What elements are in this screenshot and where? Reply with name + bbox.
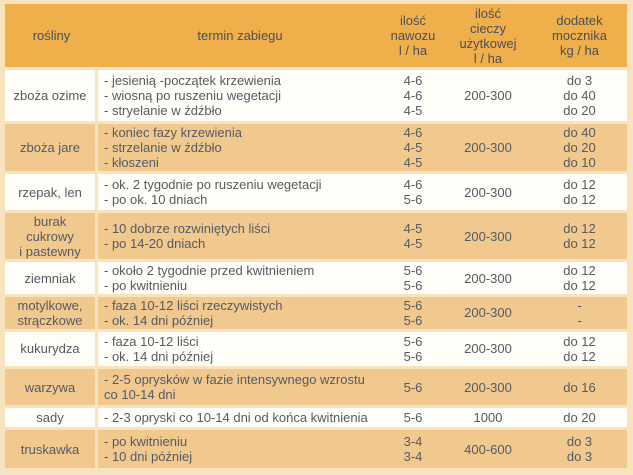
urea-cell-line: do 12 xyxy=(563,192,596,208)
liquid-cell-line: 200-300 xyxy=(464,379,512,395)
dose-cell-line: 5-6 xyxy=(403,192,423,208)
header-term: termin zabiegu xyxy=(98,4,382,70)
urea-cell xyxy=(532,213,627,262)
header-plants: rośliny xyxy=(5,4,98,70)
urea-cell-line: do 40 xyxy=(563,87,596,103)
liquid-cell-line: 200-300 xyxy=(464,270,512,286)
term-cell-line: - jesienią -początek krzewienia xyxy=(104,72,282,88)
term-cell xyxy=(98,430,382,471)
dose-cell xyxy=(382,408,444,430)
dose-cell-line: 4-5 xyxy=(403,154,423,170)
term-cell-line: - 10 dni później xyxy=(104,449,193,465)
dose-cell xyxy=(382,297,444,332)
urea-cell-line: do 12 xyxy=(563,263,596,279)
urea-cell xyxy=(532,369,627,408)
plant-cell-line: kukurydza xyxy=(20,341,80,357)
term-cell xyxy=(98,332,382,370)
plant-cell-line: truskawka xyxy=(20,441,80,457)
plant-cell-line: zboża jare xyxy=(20,139,80,155)
liquid-cell-line: 200-300 xyxy=(464,341,512,357)
liquid-cell xyxy=(444,174,532,214)
urea-cell-line: do 20 xyxy=(563,139,596,155)
term-cell xyxy=(98,369,382,408)
urea-cell-line: do 12 xyxy=(563,221,596,237)
plant-cell-line: rzepak, len xyxy=(18,184,82,200)
plant-cell-line: zboża ozime xyxy=(13,87,87,103)
urea-cell-line: do 12 xyxy=(563,278,596,294)
term-cell-line: - ok. 14 dni później xyxy=(104,312,214,328)
dose-cell xyxy=(382,213,444,262)
dose-cell-line: 4-6 xyxy=(403,87,423,103)
plant-cell xyxy=(5,332,98,370)
header-liquid-line: l / ha xyxy=(473,50,503,66)
liquid-cell-line: 200-300 xyxy=(464,228,512,244)
liquid-cell-line: 400-600 xyxy=(464,441,512,457)
plant-cell-line: sady xyxy=(36,410,64,426)
dose-cell-line: 3-4 xyxy=(403,449,423,465)
header-dose-line: ilość xyxy=(399,13,426,28)
dose-cell-line: 4-6 xyxy=(403,177,423,193)
term-cell xyxy=(98,297,382,332)
term-cell-line: - po 14-20 dniach xyxy=(104,236,206,252)
urea-cell-line: do 16 xyxy=(563,379,596,395)
term-cell xyxy=(98,408,382,430)
dose-cell xyxy=(382,124,444,174)
table-row xyxy=(5,332,627,370)
dose-cell-line: 5-6 xyxy=(403,379,423,395)
dose-cell xyxy=(382,369,444,408)
liquid-cell-line: 200-300 xyxy=(464,305,512,321)
table-header-row xyxy=(5,4,627,70)
liquid-cell xyxy=(444,262,532,297)
dose-cell-line: 5-6 xyxy=(403,297,423,313)
plant-cell-line: motylkowe, xyxy=(17,297,83,313)
term-cell-line: - około 2 tygodnie przed kwitnieniem xyxy=(104,263,315,279)
liquid-cell-line: 1000 xyxy=(473,410,503,426)
urea-cell-line: do 20 xyxy=(563,410,596,426)
term-cell-line: - kłoszeni xyxy=(104,154,159,170)
dose-cell-line: 4-5 xyxy=(403,139,423,155)
liquid-cell xyxy=(444,124,532,174)
term-cell-line: - strzelanie w źdźbło xyxy=(104,139,222,155)
urea-cell xyxy=(532,430,627,471)
term-cell-line: co 10-14 dni xyxy=(104,387,176,402)
urea-cell-line: do 12 xyxy=(563,177,596,193)
header-dose-line: nawozu xyxy=(390,28,436,43)
plant-cell-line: i pastewny xyxy=(19,243,81,259)
dose-cell-line: 4-6 xyxy=(403,72,423,88)
dose-cell-line: 4-5 xyxy=(403,221,423,237)
term-cell-line: - 2-5 oprysków w fazie intensywnego wzrostu xyxy=(104,372,365,387)
plant-cell-line: burak cukrowy xyxy=(26,213,74,244)
plant-cell xyxy=(5,213,98,262)
urea-cell xyxy=(532,408,627,430)
urea-cell xyxy=(532,174,627,214)
liquid-cell xyxy=(444,332,532,370)
table-row xyxy=(5,430,627,471)
plant-cell-line: strączkowe xyxy=(17,312,83,328)
dose-cell-line: 5-6 xyxy=(403,278,423,294)
header-liquid-line: ilość xyxy=(474,5,501,21)
dose-cell xyxy=(382,174,444,214)
plant-cell xyxy=(5,369,98,408)
term-cell-line: - po ok. 10 dniach xyxy=(104,192,208,208)
term-cell-line: - faza 10-12 liści xyxy=(104,333,199,349)
term-cell-line: - po kwitnieniu xyxy=(104,278,188,294)
header-liquid xyxy=(444,4,532,70)
urea-cell-line: do 40 xyxy=(563,124,596,140)
term-cell-line: - ok. 14 dni później xyxy=(104,348,214,364)
header-urea-line: mocznika xyxy=(552,28,607,43)
liquid-cell-line: 200-300 xyxy=(464,139,512,155)
urea-cell xyxy=(532,70,627,124)
urea-cell-line: do 12 xyxy=(563,236,596,252)
term-cell-line: - faza 10-12 liści rzeczywistych xyxy=(104,297,283,313)
term-cell-line: - stryelanie w źdźbło xyxy=(104,102,222,118)
dose-cell-line: 5-6 xyxy=(403,410,423,426)
term-cell-line: - wiosną po ruszeniu wegetacji xyxy=(104,87,282,103)
table-row xyxy=(5,124,627,174)
urea-cell-line: do 3 xyxy=(566,449,593,465)
dose-cell-line: 4-5 xyxy=(403,236,423,252)
plant-cell xyxy=(5,297,98,332)
urea-cell-line: do 3 xyxy=(566,434,593,450)
urea-cell-line: do 10 xyxy=(563,154,596,170)
plant-cell-line: ziemniak xyxy=(24,270,76,286)
term-cell xyxy=(98,174,382,214)
liquid-cell xyxy=(444,213,532,262)
dose-cell-line: 4-6 xyxy=(403,124,423,140)
term-cell-line: - 10 dobrze rozwiniętych liści xyxy=(104,221,271,237)
plant-cell xyxy=(5,70,98,124)
table-row xyxy=(5,408,627,430)
header-dose xyxy=(382,4,444,70)
dose-cell-line: 5-6 xyxy=(403,333,423,349)
term-cell-line: - 2-3 opryski co 10-14 dni od końca kwitnienia xyxy=(104,410,368,426)
table-body xyxy=(5,70,627,471)
urea-cell-line: do 3 xyxy=(566,72,593,88)
header-urea xyxy=(532,4,627,70)
table-row xyxy=(5,213,627,262)
urea-cell xyxy=(532,332,627,370)
header-urea-line: dodatek xyxy=(556,13,603,28)
liquid-cell xyxy=(444,70,532,124)
header-liquid-line: cieczy xyxy=(469,20,507,36)
urea-cell-line: - xyxy=(577,297,582,313)
urea-cell-line: do 20 xyxy=(563,102,596,118)
term-cell xyxy=(98,124,382,174)
term-cell-line: - po kwitnieniu xyxy=(104,434,188,450)
plant-cell xyxy=(5,408,98,430)
header-liquid-line: użytkowej xyxy=(459,35,517,51)
term-cell xyxy=(98,262,382,297)
dose-cell xyxy=(382,332,444,370)
liquid-cell-line: 200-300 xyxy=(464,184,512,200)
urea-cell-line: - xyxy=(577,312,582,328)
urea-cell-line: do 12 xyxy=(563,348,596,364)
liquid-cell-line: 200-300 xyxy=(464,87,512,103)
header-urea-line: kg / ha xyxy=(559,43,600,58)
urea-cell xyxy=(532,297,627,332)
dose-cell xyxy=(382,262,444,297)
dose-cell-line: 5-6 xyxy=(403,348,423,364)
plant-cell xyxy=(5,124,98,174)
dose-cell-line: 5-6 xyxy=(403,263,423,279)
term-cell xyxy=(98,70,382,124)
dose-cell-line: 3-4 xyxy=(403,434,423,450)
dose-cell xyxy=(382,70,444,124)
table-row xyxy=(5,174,627,214)
term-cell-line: - ok. 2 tygodnie po ruszeniu wegetacji xyxy=(104,177,322,193)
liquid-cell xyxy=(444,369,532,408)
table-row xyxy=(5,297,627,332)
plant-cell xyxy=(5,262,98,297)
table-row xyxy=(5,262,627,297)
table-row xyxy=(5,369,627,408)
dose-cell-line: 5-6 xyxy=(403,312,423,328)
liquid-cell xyxy=(444,430,532,471)
urea-cell-line: do 12 xyxy=(563,333,596,349)
dose-cell-line: 4-5 xyxy=(403,102,423,118)
urea-cell xyxy=(532,262,627,297)
urea-cell xyxy=(532,124,627,174)
plant-cell-line: warzywa xyxy=(24,379,76,395)
dose-cell xyxy=(382,430,444,471)
liquid-cell xyxy=(444,408,532,430)
table-row xyxy=(5,70,627,124)
term-cell-line: - koniec fazy krzewienia xyxy=(104,124,242,140)
plant-cell xyxy=(5,174,98,214)
term-cell xyxy=(98,213,382,262)
header-dose-line: l / ha xyxy=(398,43,428,58)
fertilizer-table xyxy=(5,4,627,471)
liquid-cell xyxy=(444,297,532,332)
plant-cell xyxy=(5,430,98,471)
